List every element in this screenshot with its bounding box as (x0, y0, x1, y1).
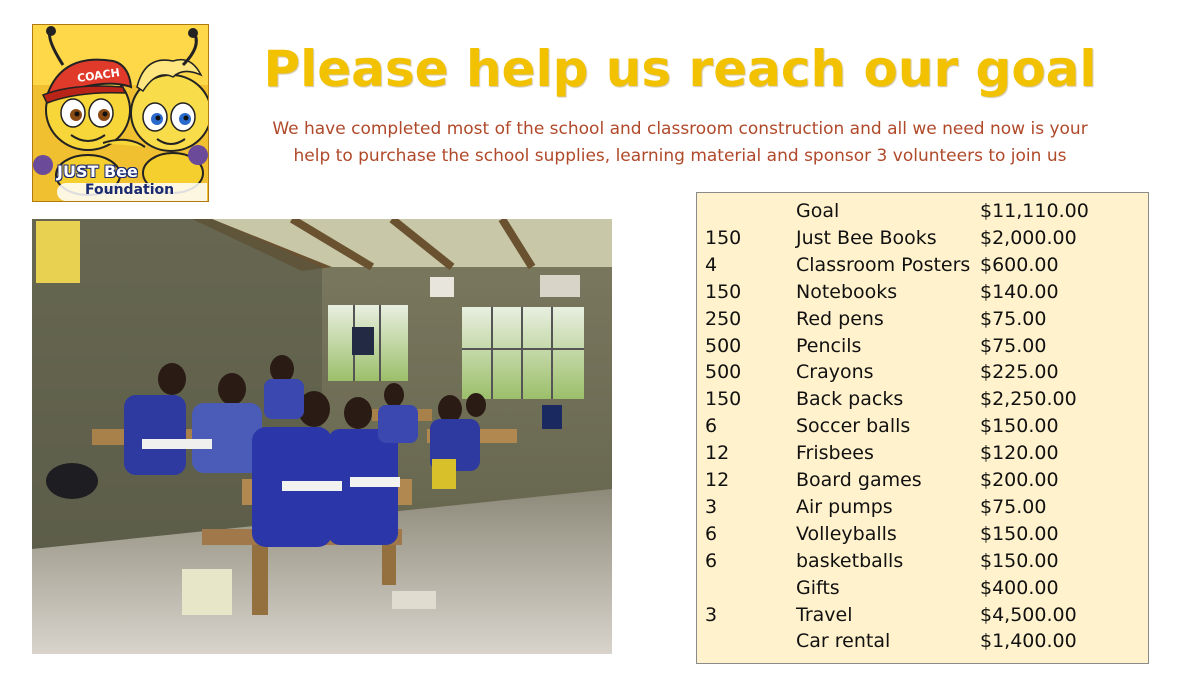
budget-row (697, 333, 1150, 360)
budget-row (697, 306, 1150, 333)
budget-cost: $75.00 (980, 495, 1047, 518)
budget-cost: $140.00 (980, 280, 1059, 303)
budget-cost: $600.00 (980, 253, 1059, 276)
budget-item: Back packs (796, 388, 904, 411)
budget-item: Gifts (796, 576, 840, 599)
budget-cost: $120.00 (980, 442, 1059, 465)
budget-item: Pencils (796, 334, 862, 357)
budget-row (697, 386, 1150, 413)
budget-item: Frisbees (796, 442, 874, 465)
logo-brand-line1: JUST Bee (57, 162, 138, 181)
budget-cost: $1,400.00 (980, 630, 1077, 653)
budget-row (697, 494, 1150, 521)
budget-qty: 6 (705, 415, 718, 438)
budget-row (697, 467, 1150, 494)
budget-cost: $2,250.00 (980, 388, 1077, 411)
budget-qty: 150 (705, 280, 742, 303)
budget-row (697, 359, 1150, 386)
budget-item: Just Bee Books (796, 226, 937, 249)
budget-item: Goal (796, 200, 840, 222)
budget-row (697, 279, 1150, 306)
budget-row (697, 602, 1150, 629)
budget-row (697, 413, 1150, 440)
budget-item: basketballs (796, 549, 904, 572)
budget-cost: $400.00 (980, 576, 1059, 599)
budget-cost: $150.00 (980, 522, 1059, 545)
budget-row (697, 225, 1150, 252)
budget-cost: $150.00 (980, 549, 1059, 572)
budget-cost: $225.00 (980, 361, 1059, 384)
budget-item: Car rental (796, 630, 891, 653)
budget-item: Red pens (796, 307, 884, 330)
logo-brand-line2: Foundation (85, 182, 175, 198)
subtitle-line-2: help to purchase the school supplies, learning material and sponsor 3 volunteers to join us (293, 146, 1067, 166)
budget-cost: $11,110.00 (980, 200, 1089, 222)
classroom-photo (32, 219, 612, 654)
budget-row (697, 521, 1150, 548)
budget-row (697, 252, 1150, 279)
just-bee-foundation-logo (32, 24, 209, 202)
budget-cost: $4,500.00 (980, 603, 1077, 626)
budget-qty: 150 (705, 226, 742, 249)
budget-cost: $75.00 (980, 334, 1047, 357)
budget-item: Air pumps (796, 495, 893, 518)
budget-qty: 4 (705, 253, 718, 276)
subtitle-line-1: We have completed most of the school and classroom construction and all we need now is your (272, 119, 1088, 139)
budget-row (697, 198, 1150, 225)
cap-label: COACH (76, 66, 121, 85)
budget-cost: $75.00 (980, 307, 1047, 330)
budget-qty: 500 (705, 361, 742, 384)
budget-qty: 500 (705, 334, 742, 357)
budget-qty: 3 (705, 495, 718, 518)
budget-item: Travel (796, 603, 853, 626)
budget-qty: 150 (705, 388, 742, 411)
budget-row (697, 575, 1150, 602)
budget-item: Notebooks (796, 280, 898, 303)
budget-qty: 12 (705, 442, 730, 465)
budget-cost: $2,000.00 (980, 226, 1077, 249)
budget-cost: $150.00 (980, 415, 1059, 438)
budget-cost: $200.00 (980, 469, 1059, 491)
page-title: Please help us reach our goal (263, 40, 1097, 98)
budget-qty: 12 (705, 469, 730, 491)
budget-item: Board games (796, 469, 922, 491)
budget-row (697, 440, 1150, 467)
classroom-illustration (32, 219, 612, 654)
budget-item: Volleyballs (796, 522, 897, 545)
budget-item: Crayons (796, 361, 874, 384)
budget-qty: 6 (705, 549, 718, 572)
budget-table (696, 192, 1149, 664)
budget-qty: 3 (705, 603, 718, 626)
budget-qty: 250 (705, 307, 742, 330)
budget-qty: 6 (705, 522, 718, 545)
budget-item: Soccer balls (796, 415, 911, 438)
budget-row (697, 548, 1150, 575)
budget-item: Classroom Posters (796, 253, 971, 276)
budget-row (697, 628, 1150, 655)
